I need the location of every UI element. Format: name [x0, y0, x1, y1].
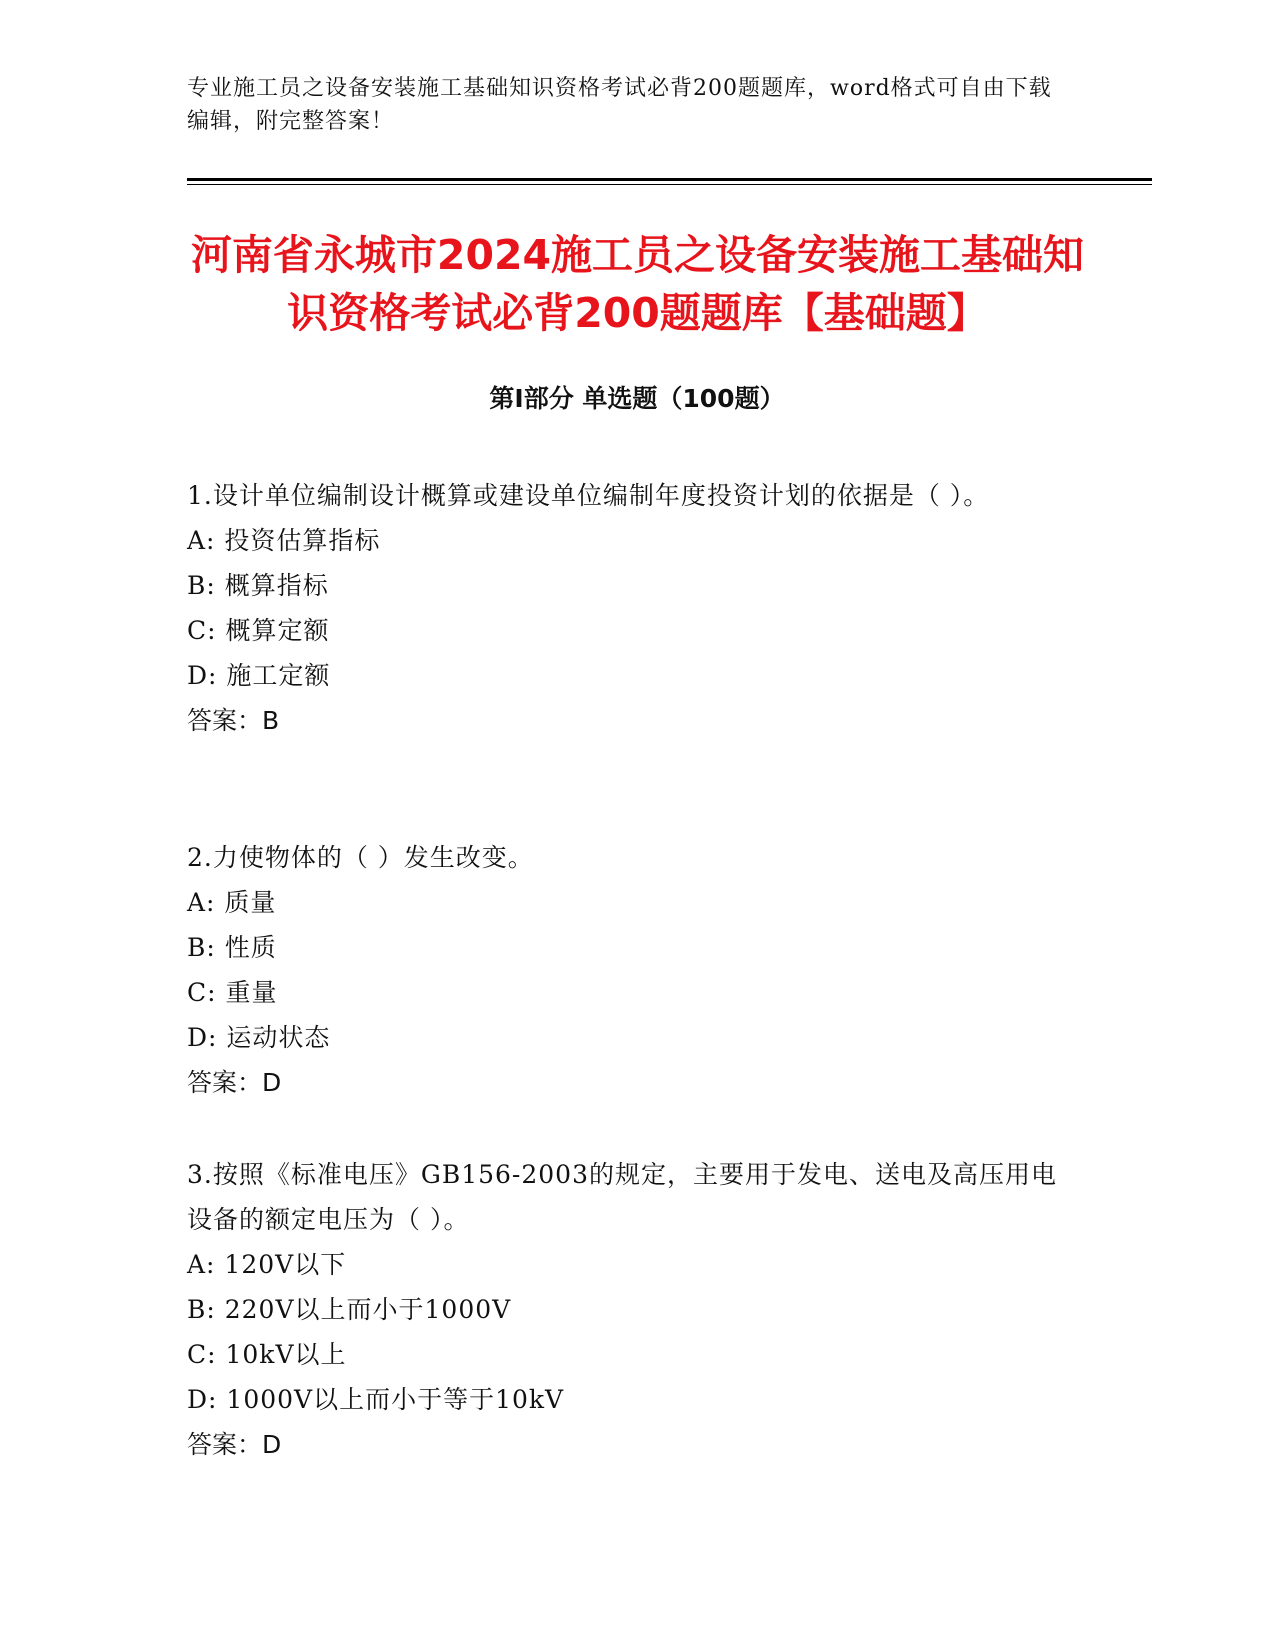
option-c: C: 10kV以上: [187, 1340, 347, 1369]
question-block: [187, 835, 1067, 1105]
option-d: D: 施工定额: [187, 661, 331, 690]
answer-line: 答案：B: [187, 706, 280, 735]
option-d: D: 1000V以上而小于等于10kV: [187, 1385, 565, 1414]
question-stem: 3.按照《标准电压》GB156-2003的规定，主要用于发电、送电及高压用电设备的额定电压为（ ）。: [187, 1160, 1057, 1234]
question-block: [187, 1152, 1067, 1467]
header-divider-thick: [187, 178, 1152, 181]
question-block: [187, 473, 1067, 743]
document-title: 河南省永城市2024施工员之设备安装施工基础知识资格考试必背200题题库【基础题】: [190, 231, 1085, 337]
question-stem: 2.力使物体的（ ）发生改变。: [187, 843, 534, 872]
option-b: B: 概算指标: [187, 571, 329, 600]
question-stem: 1.设计单位编制设计概算或建设单位编制年度投资计划的依据是（ ）。: [187, 481, 990, 510]
option-c: C: 概算定额: [187, 616, 330, 645]
option-a: A: 质量: [187, 888, 277, 917]
option-c: C: 重量: [187, 978, 278, 1007]
option-b: B: 性质: [187, 933, 277, 962]
option-b: B: 220V以上而小于1000V: [187, 1295, 512, 1324]
option-d: D: 运动状态: [187, 1023, 331, 1052]
section-heading: 第Ⅰ部分 单选题（100题）: [489, 384, 785, 413]
header-note: 专业施工员之设备安装施工基础知识资格考试必背200题题库，word格式可自由下载编辑，附完整答案！: [187, 76, 1052, 134]
header-divider-thin: [187, 184, 1152, 185]
answer-line: 答案：D: [187, 1430, 282, 1459]
answer-line: 答案：D: [187, 1068, 282, 1097]
option-a: A: 120V以下: [187, 1250, 347, 1279]
option-a: A: 投资估算指标: [187, 526, 381, 555]
